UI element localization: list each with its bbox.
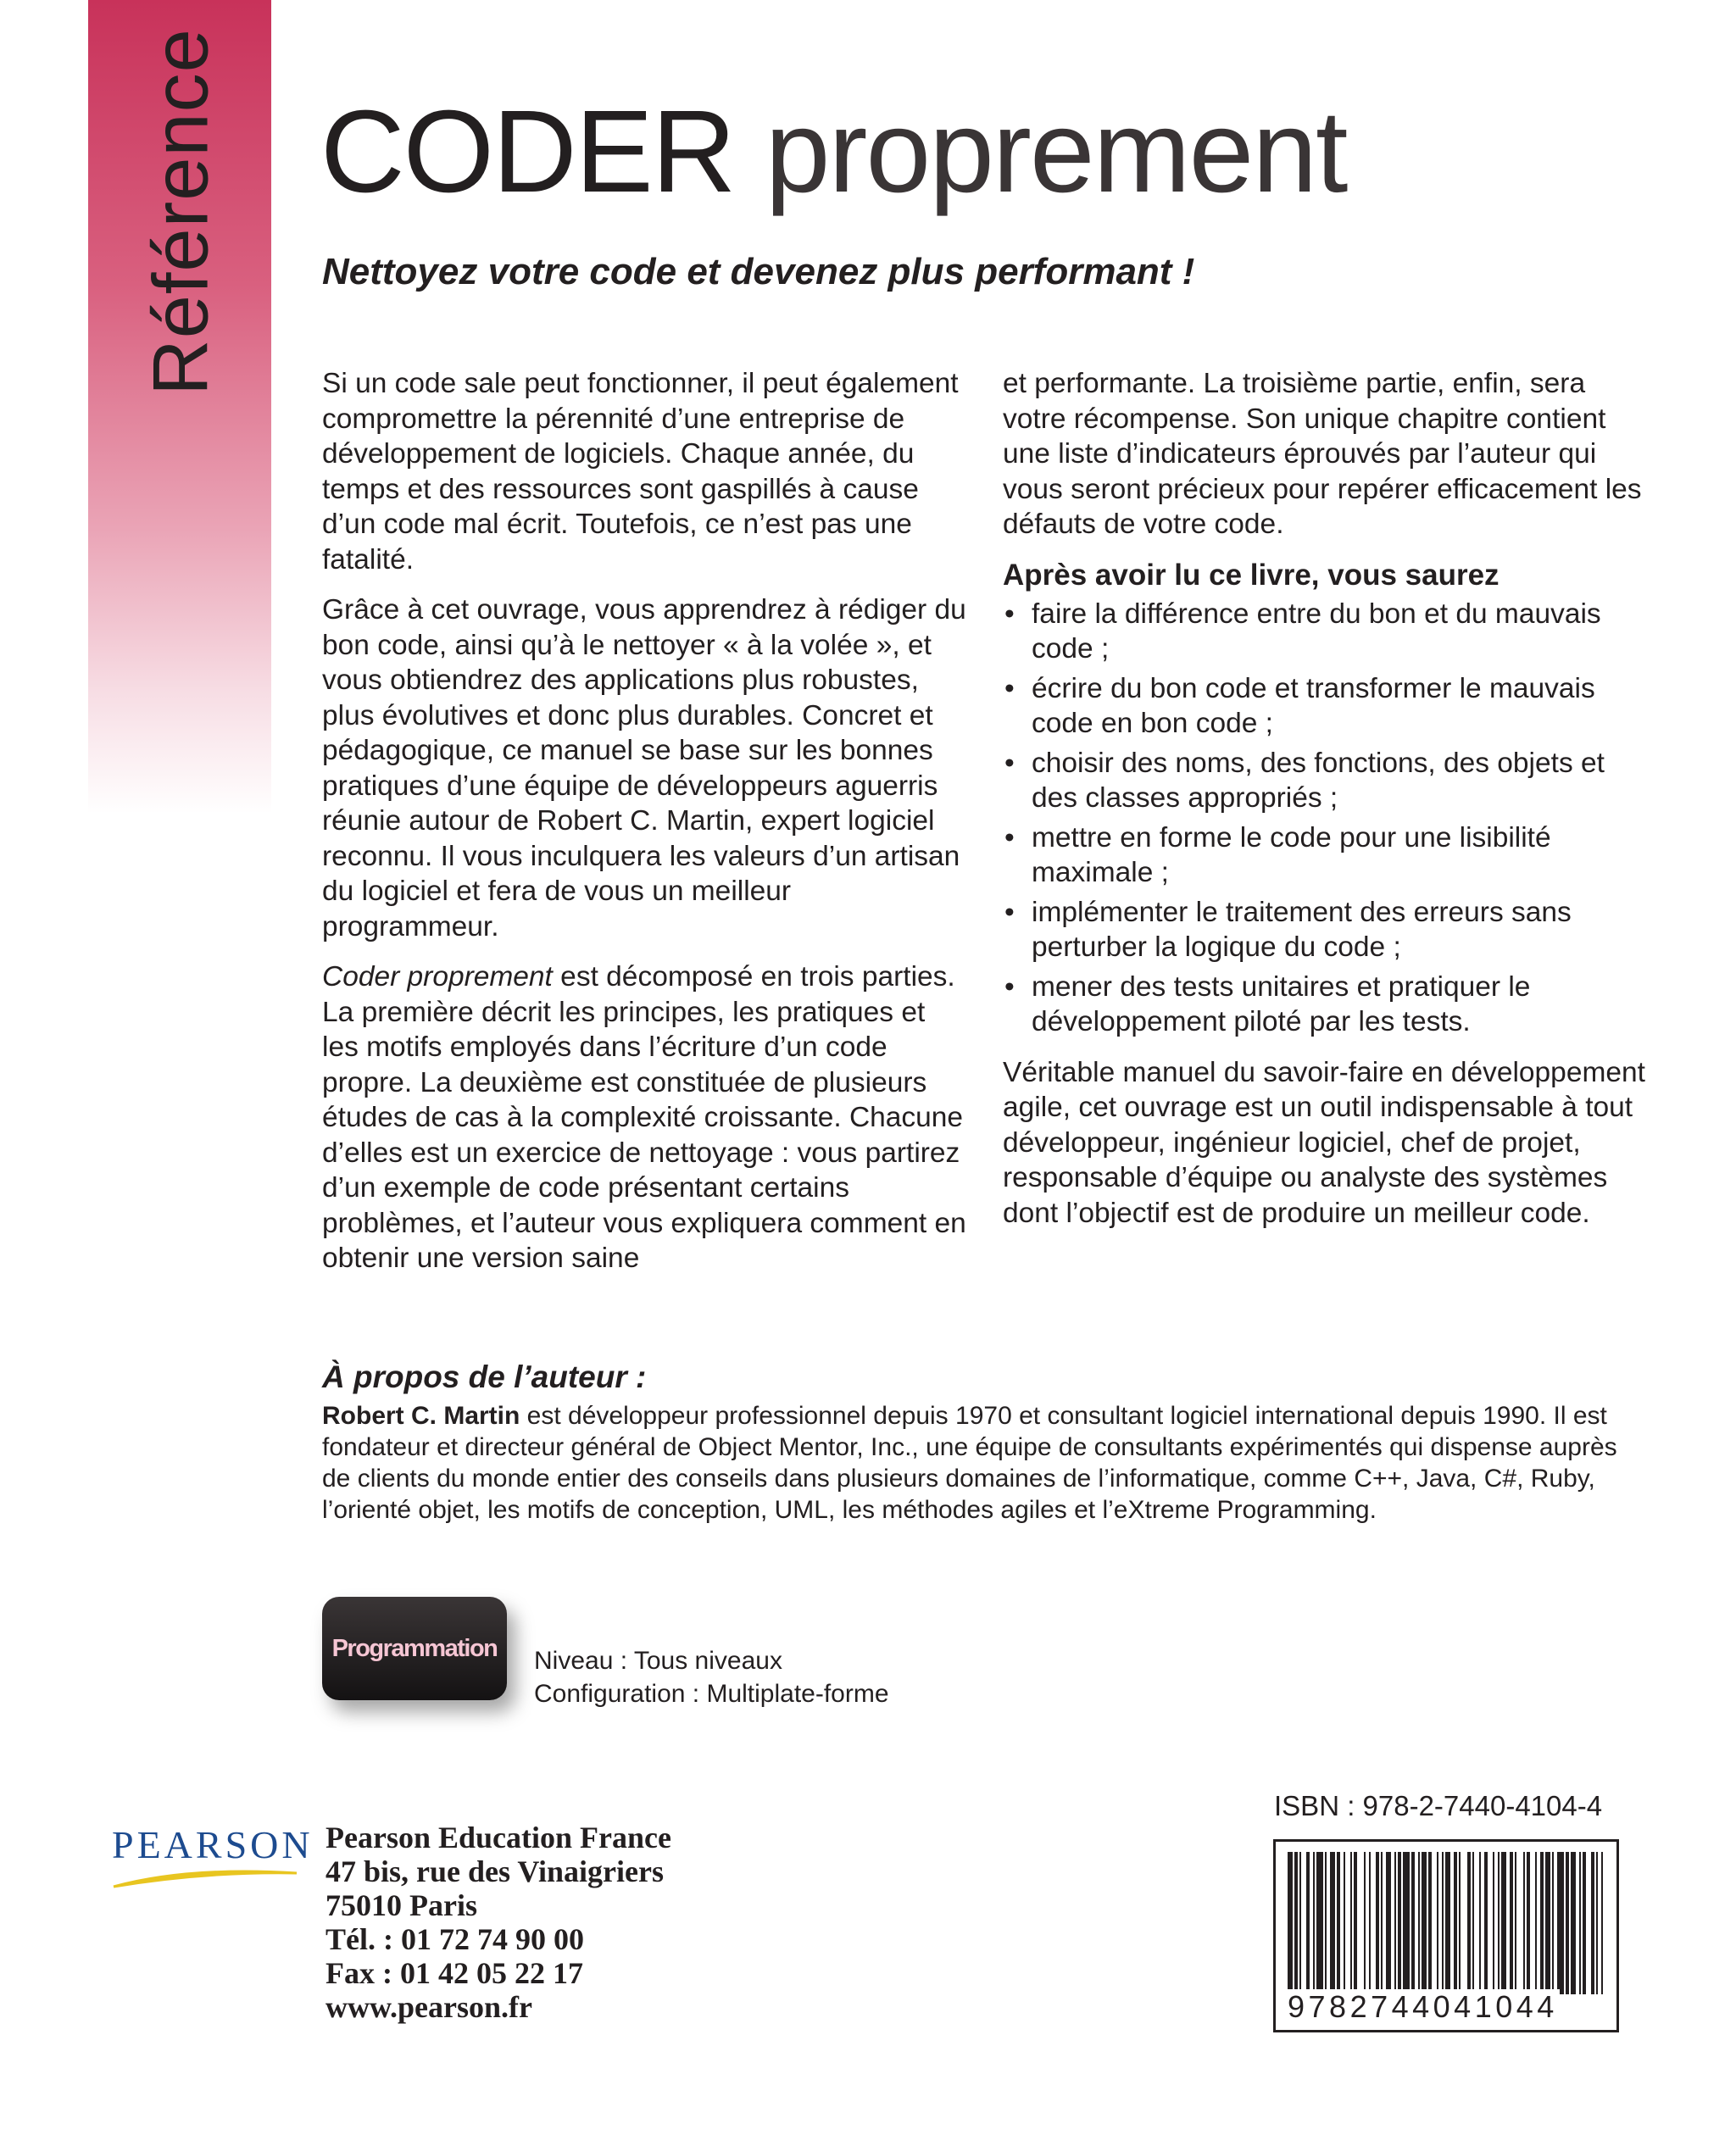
barcode-bar bbox=[1501, 1852, 1506, 1994]
barcode-bar bbox=[1454, 1852, 1457, 1994]
pearson-swoosh-icon bbox=[112, 1865, 298, 1890]
barcode-bar bbox=[1510, 1852, 1513, 1994]
barcode-bar bbox=[1557, 1852, 1564, 1994]
barcode-bar bbox=[1299, 1852, 1301, 1994]
barcode-bar bbox=[1369, 1852, 1371, 1994]
book-subtitle: Nettoyez votre code et devenez plus performant ! bbox=[322, 251, 1195, 292]
barcode-bar bbox=[1386, 1852, 1391, 1994]
barcode-bar bbox=[1535, 1852, 1537, 1994]
category-badge bbox=[322, 1597, 507, 1700]
barcode bbox=[1273, 1839, 1619, 2032]
list-item bbox=[1003, 746, 1647, 816]
barcode-digits-text: 9782744041044 bbox=[1288, 1989, 1558, 2024]
barcode-digits bbox=[1286, 1989, 1611, 2025]
barcode-bar bbox=[1527, 1852, 1530, 1994]
description-paragraph-1: Si un code sale peut fonctionner, il peut également compromettre la pérennité d’une entreprise de développement de logiciels. Chaque année, du temps et des ressources sont gaspillés à cause d’un code mal écrit. Toutefois, ce n’est pas une fatalité. bbox=[322, 368, 959, 575]
barcode-bar bbox=[1552, 1852, 1554, 1994]
barcode-bar bbox=[1354, 1852, 1357, 1994]
barcode-bar bbox=[1437, 1852, 1438, 1994]
publisher-address bbox=[326, 1821, 671, 2024]
barcode-bar bbox=[1571, 1852, 1576, 1994]
bullet-icon: • bbox=[1004, 598, 1015, 630]
barcode-bar bbox=[1442, 1852, 1444, 1994]
description-paragraph-5: Véritable manuel du savoir-faire en développement agile, cet ouvrage est un outil indispensable à tout développeur, ingénieur logiciel, chef de projet, responsable d’équipe ou analyste des systèmes dont l’objectif est de produire un meilleur code. bbox=[1003, 1056, 1645, 1229]
barcode-bar bbox=[1523, 1852, 1525, 1994]
barcode-bar bbox=[1479, 1852, 1481, 1994]
pearson-logo bbox=[112, 1822, 314, 1899]
barcode-bar bbox=[1376, 1852, 1379, 1994]
title-bold: CODER bbox=[320, 86, 735, 217]
title-light: proprement bbox=[765, 86, 1347, 217]
description-right-column bbox=[1003, 366, 1647, 1246]
author-bio: est développeur professionnel depuis 1970 et consultant logiciel international depuis 1990. Il est fondateur et directeur général de Object Mentor, Inc., une équipe de consultants expérimentés qui dispense auprès de clients du monde entier des conseils dans plusieurs domaines de l’informatique, comme C++, Java, C#, Ruby, l’orienté objet, les motifs de conception, UML, les méthodes agiles et l’eXtreme Programming. bbox=[322, 1402, 1617, 1524]
barcode-bar bbox=[1493, 1852, 1494, 1994]
bullet-icon: • bbox=[1004, 821, 1015, 853]
barcode-bar bbox=[1313, 1852, 1315, 1994]
list-item-text: implémenter le traitement des erreurs sans perturber la logique du code ; bbox=[1032, 896, 1572, 963]
configuration-text: Configuration : Multiplate-forme bbox=[534, 1680, 889, 1708]
barcode-bar bbox=[1422, 1852, 1427, 1994]
barcode-bar bbox=[1364, 1852, 1366, 1994]
barcode-bar bbox=[1394, 1852, 1396, 1994]
list-item bbox=[1003, 820, 1647, 891]
description-left-column bbox=[322, 366, 966, 1292]
publisher-street: 47 bis, rue des Vinaigriers bbox=[326, 1854, 665, 1888]
barcode-bar bbox=[1515, 1852, 1516, 1994]
barcode-bar bbox=[1498, 1852, 1500, 1994]
list-item bbox=[1003, 597, 1647, 667]
list-item bbox=[1003, 895, 1647, 965]
list-item bbox=[1003, 671, 1647, 742]
barcode-bar bbox=[1545, 1852, 1550, 1994]
barcode-bar bbox=[1540, 1852, 1544, 1994]
skills-list bbox=[1003, 597, 1647, 1040]
barcode-bar bbox=[1459, 1852, 1461, 1994]
barcode-bar bbox=[1445, 1852, 1450, 1994]
barcode-bar bbox=[1467, 1852, 1471, 1994]
skills-heading: Après avoir lu ce livre, vous saurez bbox=[1003, 558, 1500, 592]
barcode-bar bbox=[1344, 1852, 1345, 1994]
barcode-bar bbox=[1601, 1852, 1603, 1994]
list-item-text: choisir des noms, des fonctions, des objets et des classes appropriés ; bbox=[1032, 747, 1605, 814]
publisher-city: 75010 Paris bbox=[326, 1888, 477, 1922]
barcode-bar bbox=[1418, 1852, 1420, 1994]
book-title-inline: Coder proprement bbox=[322, 961, 553, 992]
bullet-icon: • bbox=[1004, 747, 1015, 779]
list-item bbox=[1003, 970, 1647, 1040]
description-paragraph-3 bbox=[322, 959, 966, 1276]
barcode-bar bbox=[1472, 1852, 1474, 1994]
barcode-bar bbox=[1403, 1852, 1410, 1994]
description-paragraph-2: Grâce à cet ouvrage, vous apprendrez à rédiger du bon code, ainsi qu’à le nettoyer « à la volée », et vous obtiendrez des applications plus robustes, plus évolutives et donc plus durables. Concret et pédagogique, ce manuel se base sur les bonnes pratiques d’une équipe de développeurs aguerris réunie autour de Robert C. Martin, expert logiciel reconnu. Il vous inculquera les valeurs d’un artisan du logiciel et fera de vous un meilleur programmeur. bbox=[322, 594, 966, 942]
barcode-bar bbox=[1381, 1852, 1383, 1994]
isbn-label: ISBN : 978-2-7440-4104-4 bbox=[1274, 1790, 1603, 1821]
bullet-icon: • bbox=[1004, 896, 1015, 928]
book-meta bbox=[534, 1644, 889, 1710]
about-author-heading: À propos de l’auteur : bbox=[322, 1359, 647, 1394]
barcode-bar bbox=[1350, 1852, 1352, 1994]
barcode-bar bbox=[1411, 1852, 1415, 1994]
barcode-bar bbox=[1306, 1852, 1310, 1994]
barcode-bar bbox=[1484, 1852, 1488, 1994]
category-badge-label: Programmation bbox=[331, 1634, 498, 1662]
barcode-bar bbox=[1566, 1852, 1569, 1994]
barcode-bar bbox=[1596, 1852, 1598, 1994]
description-paragraph-4: et performante. La troisième partie, enfin, sera votre récompense. Son unique chapitre contient une liste d’indicateurs éprouvés par l’auteur qui vous seront précieux pour repérer efficacement les défauts de votre code. bbox=[1003, 368, 1642, 540]
barcode-bar bbox=[1591, 1852, 1594, 1994]
barcode-bar bbox=[1288, 1852, 1293, 1994]
list-item-text: faire la différence entre du bon et du mauvais code ; bbox=[1032, 598, 1601, 664]
list-item-text: mettre en forme le code pour une lisibilité maximale ; bbox=[1032, 821, 1551, 888]
publisher-name: Pearson Education France bbox=[326, 1821, 671, 1854]
publisher-fax: Fax : 01 42 05 22 17 bbox=[326, 1956, 583, 1990]
barcode-bar bbox=[1316, 1852, 1323, 1994]
barcode-bar bbox=[1579, 1852, 1581, 1994]
barcode-bar bbox=[1337, 1852, 1340, 1994]
barcode-bar bbox=[1398, 1852, 1401, 1994]
author-name: Robert C. Martin bbox=[322, 1402, 520, 1430]
barcode-bar bbox=[1330, 1852, 1335, 1994]
publisher-website: www.pearson.fr bbox=[326, 1990, 532, 2024]
about-author-text bbox=[322, 1400, 1628, 1526]
bullet-icon: • bbox=[1004, 970, 1015, 1003]
list-item-text: mener des tests unitaires et pratiquer le développement piloté par les tests. bbox=[1032, 970, 1531, 1037]
barcode-bar bbox=[1325, 1852, 1327, 1994]
publisher-phone: Tél. : 01 72 74 90 00 bbox=[326, 1922, 584, 1956]
barcode-bar bbox=[1583, 1852, 1586, 1994]
list-item-text: écrire du bon code et transformer le mauvais code en bon code ; bbox=[1032, 672, 1595, 739]
level-text: Niveau : Tous niveaux bbox=[534, 1647, 782, 1675]
series-label: Référence bbox=[137, 28, 225, 396]
book-title bbox=[320, 86, 1347, 217]
barcode-icon bbox=[1284, 1852, 1610, 1994]
barcode-bar bbox=[1294, 1852, 1298, 1994]
barcode-bar bbox=[1428, 1852, 1432, 1994]
bullet-icon: • bbox=[1004, 672, 1015, 704]
pearson-logo-text: PEARSON bbox=[112, 1823, 314, 1866]
description-paragraph-3-text: est décomposé en trois parties. La première décrit les principes, les pratiques et les motifs employés dans l’écriture d’un code propre. La deuxième est constituée de plusieurs études de cas à la complexité croissante. Chacune d’elles est un exercice de nettoyage : vous partirez d’un exemple de code présentant certains problèmes, et l’auteur vous expliquera comment en obtenir une version saine bbox=[322, 961, 966, 1274]
